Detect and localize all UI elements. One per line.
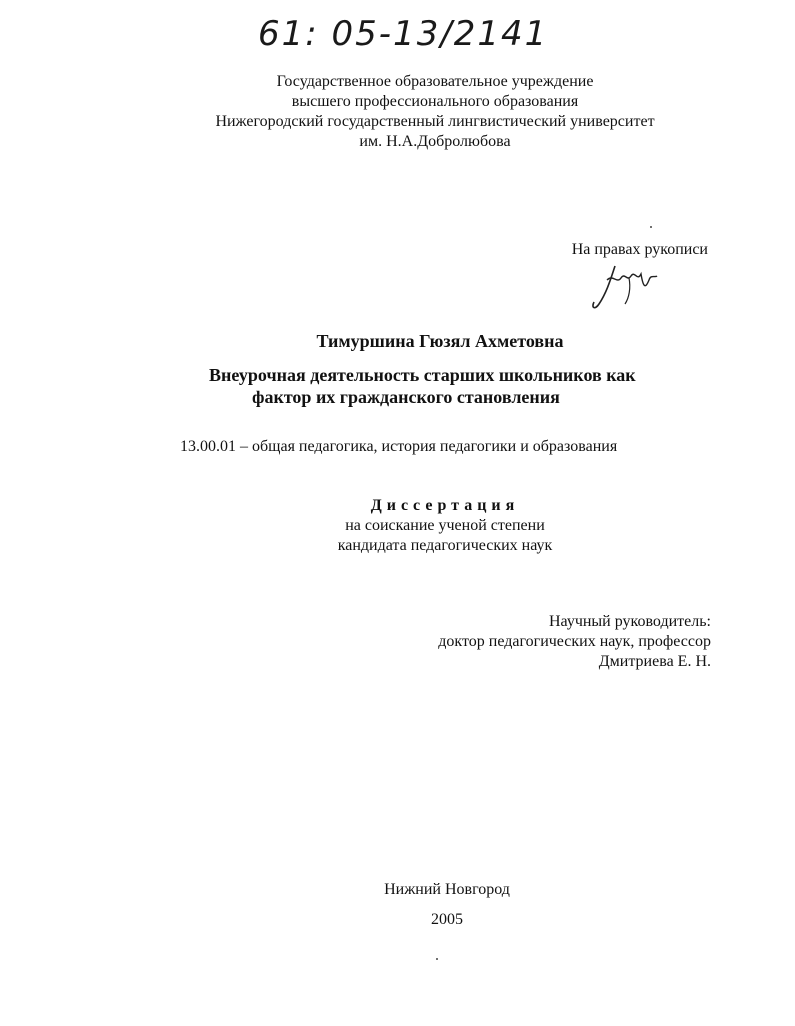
institution-line-1: Государственное образовательное учреждение xyxy=(276,73,594,90)
supervisor-name: Дмитриева Е. Н. xyxy=(598,653,711,670)
dissertation-heading: Диссертация xyxy=(370,497,520,514)
city: Нижний Новгород xyxy=(384,881,510,898)
institution-line-2: высшего профессионального образования xyxy=(291,93,579,110)
archive-stamp-handwritten: 61: 05-13/2141 xyxy=(258,14,549,54)
supervisor-label: Научный руководитель: xyxy=(548,613,711,630)
scan-speck xyxy=(436,958,438,960)
manuscript-note: На правах рукописи xyxy=(571,241,708,258)
supervisor-degree: доктор педагогических наук, профессор xyxy=(438,633,711,650)
scan-speck xyxy=(650,226,652,228)
institution-line-4: им. Н.А.Добролюбова xyxy=(359,133,511,150)
title-line-1: Внеурочная деятельность старших школьников как xyxy=(209,365,636,385)
title-line-2: фактор их гражданского становления xyxy=(252,387,560,407)
year: 2005 xyxy=(431,911,463,928)
signature-icon xyxy=(585,258,665,318)
dissertation-line-1: на соискание ученой степени xyxy=(345,517,545,534)
institution-line-3: Нижегородский государственный лингвистический университет xyxy=(215,113,655,130)
dissertation-line-2: кандидата педагогических наук xyxy=(337,537,553,554)
specialty-code: 13.00.01 – общая педагогика, история педагогики и образования xyxy=(180,438,618,455)
author-name: Тимуршина Гюзял Ахметовна xyxy=(316,331,564,351)
